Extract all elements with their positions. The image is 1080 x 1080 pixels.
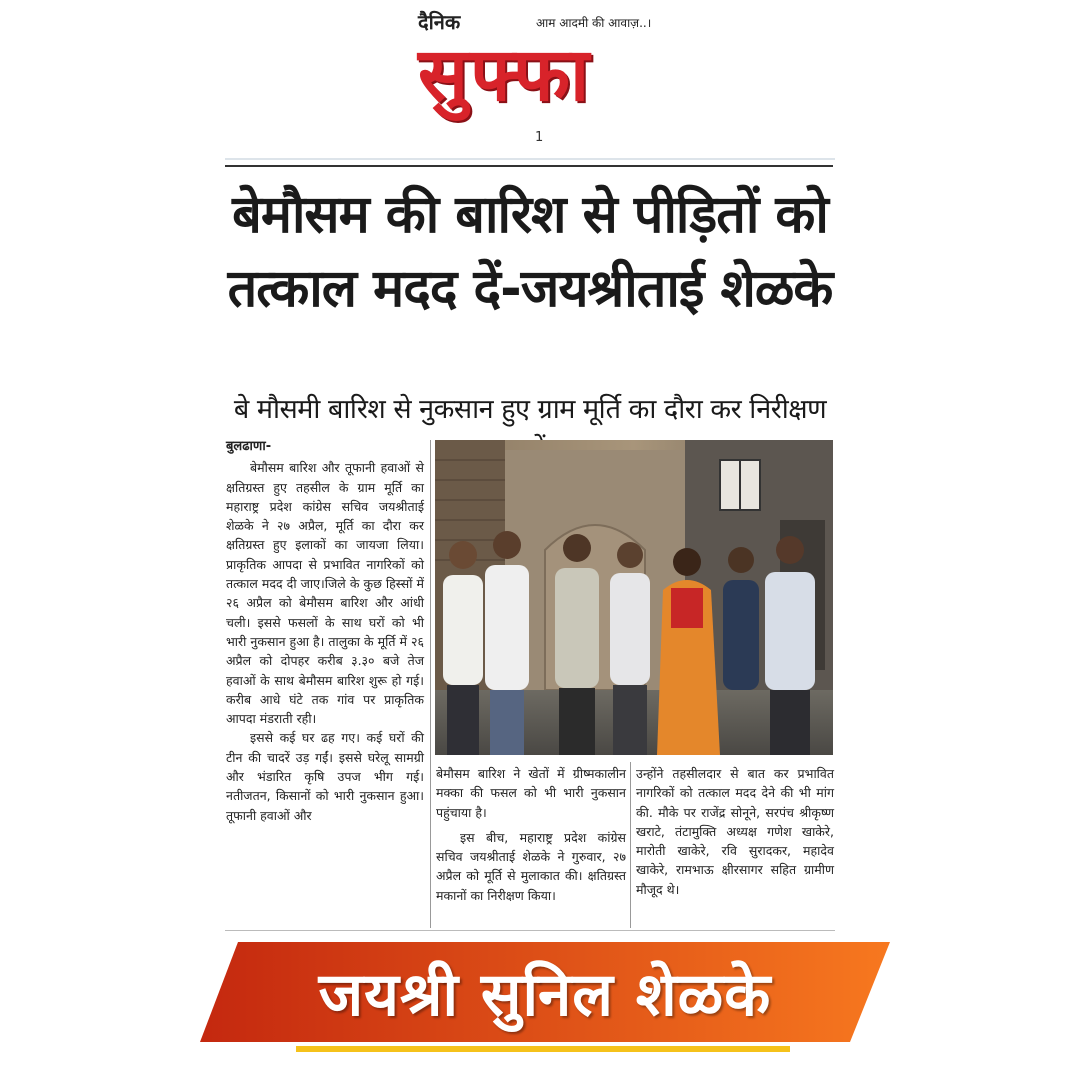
headline-line-2: तत्काल मदद दें-जयश्रीताई शेळके xyxy=(227,259,833,319)
dateline: बुलढाणा- xyxy=(226,439,272,454)
masthead-divider xyxy=(225,158,835,160)
column-divider xyxy=(430,440,431,928)
column-2-paragraph-1: बेमौसम बारिश ने खेतों में ग्रीष्मकालीन मक्का की फसल को भी भारी नुकसान पहुंचाया है। xyxy=(436,766,626,820)
page-number: 1 xyxy=(535,130,544,145)
photo-illustration xyxy=(435,440,833,755)
newspaper-edition-label: दैनिक xyxy=(418,10,461,34)
article-headline xyxy=(225,178,835,326)
headline-line-1: बेमौसम की बारिश से पीड़ितों को xyxy=(232,185,828,245)
column-1-paragraph-2: इससे कई घर ढह गए। कई घरों की टीन की चादरें उड़ गईं। इससे घरेलू सामग्री और भंडारित कृषि उपज भीग गई। नतीजतन, किसानों को भारी नुकसान हुआ। तूफानी हवाओं और xyxy=(226,730,424,823)
column-3-paragraph-1: उन्होंने तहसीलदार से बात कर प्रभावित नागरिकों को तत्काल मदद देने की भी मांग की. मौके पर राजेंद्र सोनूने, सरपंच श्रीकृष्ण खराटे, तंटामुक्ति अध्यक्ष गणेश खाकेरे, मारोती खाकेरे, रवि सुरादकर, महादेव खाकेरे, रामभाऊ क्षीरसागर सहित ग्रामीण मौजूद थे। xyxy=(636,766,834,897)
column-2-paragraph-2: इस बीच, महाराष्ट्र प्रदेश कांग्रेस सचिव जयश्रीताई शेळके ने गुरुवार, २७ अप्रैल को मूर्ति से मुलाकात की। क्षतिग्रस्त मकानों का निरीक्षण किया। xyxy=(436,829,626,903)
masthead xyxy=(0,0,1080,160)
newspaper-title-logo: सुफ्फा xyxy=(418,32,592,118)
banner-name-text: जयश्री सुनिल शेळके xyxy=(318,960,772,1030)
article-column-1 xyxy=(226,437,424,825)
column-1-paragraph-1: बेमौसम बारिश और तूफानी हवाओं से क्षतिग्रस्त हुए तहसील के ग्राम मूर्ति का महाराष्ट्र प्रदेश कांग्रेस सचिव जयश्रीताई शेळके ने २७ अप्रैल, मूर्ति का दौरा कर क्षतिग्रस्त हुए इलाकों का जायजा लिया।प्राकृतिक आपदा से प्रभावित नागरिकों को तत्काल मदद दी जाए।जिले के कुछ हिस्सों में २६ अप्रैल को बेमौसम बारिश और आंधी चली। इससे फसलों के साथ घरों को भी भारी नुकसान हुआ है। तालुका के मूर्ति में २६ अप्रैल को दोपहर करीब ३.३० बजे तेज हवाओं के साथ बेमौसम बारिश शुरू हो गई। करीब आधे घंटे तक गांव पर प्राकृतिक आपदा मंडराती रही। xyxy=(226,460,424,727)
article-column-2 xyxy=(436,764,626,905)
banner-underline xyxy=(296,1046,790,1052)
article-bottom-rule xyxy=(225,930,835,931)
article-photo xyxy=(435,440,833,755)
column-divider xyxy=(630,762,631,928)
article-subhead: बे मौसमी बारिश से नुकसान हुए ग्राम मूर्ति का दौरा कर निरीक्षण xyxy=(233,394,827,425)
article-column-3 xyxy=(636,764,834,899)
headline-divider xyxy=(225,165,833,167)
newspaper-tagline: आम आदमी की आवाज़..। xyxy=(536,16,652,30)
